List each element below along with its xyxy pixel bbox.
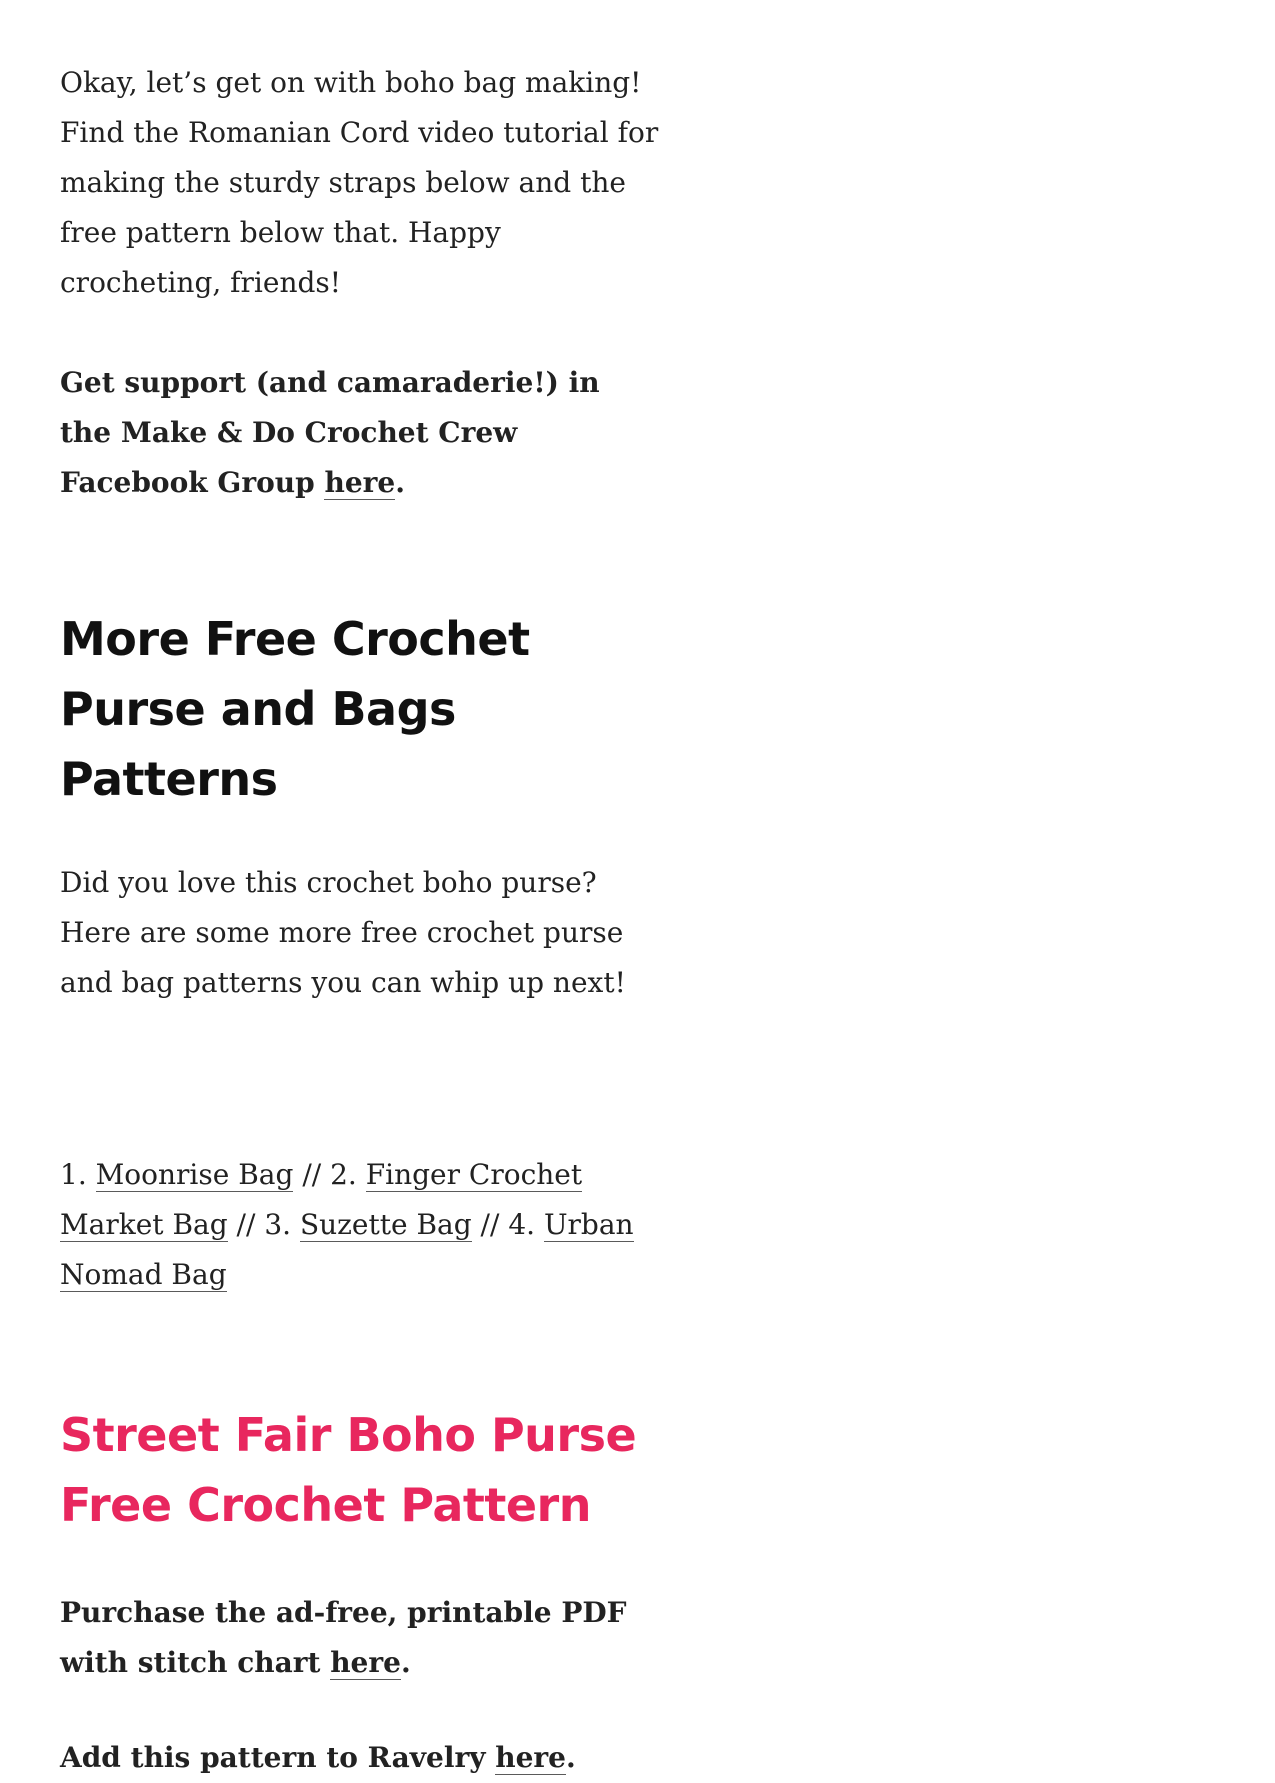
intro-paragraph: Okay, let’s get on with boho bag making! Find the Romanian Cord video tutorial for making the sturdy straps below and the free pattern below that. Happy crocheting, friends! xyxy=(60,66,659,299)
moonrise-bag-link[interactable]: Moonrise Bag xyxy=(95,1158,294,1191)
separator: // xyxy=(293,1158,331,1191)
article-content xyxy=(60,58,660,1783)
ravelry-period: . xyxy=(565,1741,576,1774)
suzette-bag-link[interactable]: Suzette Bag xyxy=(299,1208,472,1241)
purchase-pdf-link[interactable]: here xyxy=(330,1646,401,1679)
ravelry-text: Add this pattern to Ravelry xyxy=(60,1741,496,1774)
link-number: 3. xyxy=(264,1208,300,1241)
urban-nomad-bag-link[interactable]: Urban Nomad Bag xyxy=(60,1208,634,1291)
finger-crochet-market-bag-link[interactable]: Finger Crochet Market Bag xyxy=(60,1158,583,1241)
more-patterns-lead: Did you love this crochet boho purse? Here are some more free crochet purse and bag patterns you can whip up next! xyxy=(60,866,626,999)
separator: // xyxy=(227,1208,265,1241)
link-number: 1. xyxy=(60,1158,96,1191)
facebook-group-link[interactable]: here xyxy=(324,466,396,499)
support-period: . xyxy=(395,466,405,499)
separator: // xyxy=(471,1208,509,1241)
purchase-paragraph xyxy=(60,1588,660,1688)
purchase-period: . xyxy=(400,1646,411,1679)
pattern-links-list xyxy=(60,1150,660,1300)
support-text: Get support (and camaraderie!) in the Make & Do Crochet Crew Facebook Group xyxy=(60,366,600,499)
more-patterns-heading: More Free Crochet Purse and Bags Patterns xyxy=(60,612,530,806)
ravelry-paragraph xyxy=(60,1733,660,1783)
link-number: 2. xyxy=(330,1158,366,1191)
link-number: 4. xyxy=(508,1208,544,1241)
purchase-text: Purchase the ad-free, printable PDF with stitch chart xyxy=(60,1596,627,1679)
pattern-heading: Street Fair Boho Purse Free Crochet Pattern xyxy=(60,1408,637,1532)
ravelry-link[interactable]: here xyxy=(495,1741,566,1774)
support-paragraph xyxy=(60,358,660,508)
